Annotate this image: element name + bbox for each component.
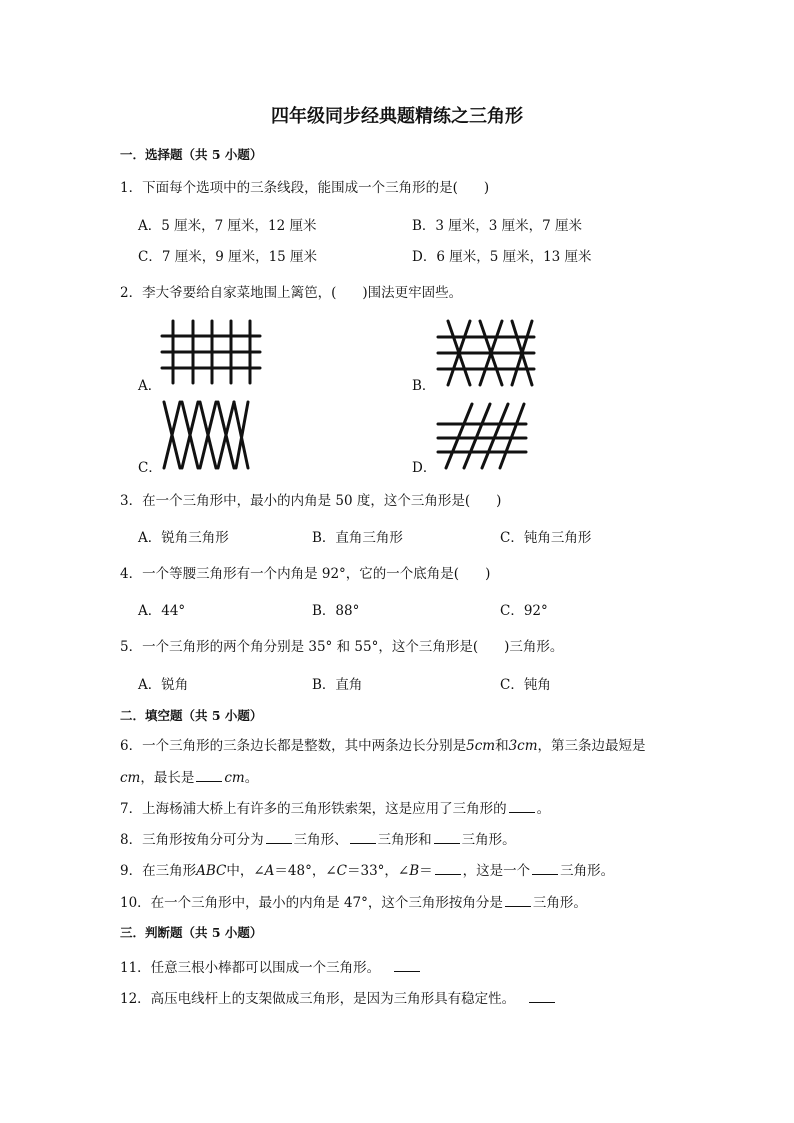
- q9-angle-a: A: [264, 863, 275, 879]
- q9-text-e: ＝: [419, 863, 433, 879]
- fence-x-rails-figure: [436, 319, 536, 387]
- q8-text-d: 三角形。: [461, 832, 516, 848]
- q9-text: 9．在三角形: [120, 863, 197, 879]
- question-1-stem: 1．下面每个选项中的三条线段，能围成一个三角形的是(: [120, 180, 458, 196]
- page-title: 四年级同步经典题精练之三角形: [271, 106, 523, 127]
- question-5: [120, 638, 563, 656]
- q8-text-b: 三角形、: [293, 832, 348, 848]
- question-8: [120, 830, 516, 849]
- answer-blank[interactable]: [350, 830, 376, 844]
- q9-text-d: ＝33°，∠: [347, 863, 410, 879]
- q2-option-a-label[interactable]: A．: [138, 378, 162, 394]
- question-4-stem: 4．一个等腰三角形有一个内角是 92°，它的一个底角是(: [120, 566, 460, 582]
- q9-text-c: ＝48°，∠: [274, 863, 337, 879]
- q6-value-2: 3: [508, 738, 518, 754]
- q10-text: 10．在一个三角形中，最小的内角是 47°，这个三角形按角分是: [120, 895, 503, 911]
- question-4-stem-end: ): [485, 566, 491, 582]
- question-1: [120, 179, 489, 197]
- q3-option-b[interactable]: B．直角三角形: [312, 530, 403, 546]
- q5-option-c[interactable]: C．钝角: [500, 677, 551, 693]
- question-3: [120, 492, 501, 510]
- question-3-stem: 3．在一个三角形中，最小的内角是 50 度，这个三角形是(: [120, 493, 471, 509]
- q6-unit-3: cm: [120, 770, 141, 786]
- q6-text-mid: 和: [495, 738, 509, 754]
- q12-text: 12．高压电线杆上的支架做成三角形，是因为三角形具有稳定性。: [120, 991, 516, 1007]
- question-3-stem-end: ): [496, 493, 502, 509]
- question-6-line2: [120, 768, 258, 787]
- q11-text: 11．任意三根小棒都可以围成一个三角形。: [120, 960, 381, 976]
- question-2-stem: 2．李大爷要给自家菜地围上篱笆，(: [120, 285, 337, 301]
- q5-option-a[interactable]: A．锐角: [138, 677, 189, 693]
- q1-option-c[interactable]: C．7 厘米，9 厘米，15 厘米: [138, 249, 318, 265]
- q6-unit-4: cm: [224, 770, 245, 786]
- question-2-stem-end: )围法更牢固些。: [362, 285, 463, 301]
- q6-value-1: 5: [466, 738, 475, 754]
- q2-option-d-label[interactable]: D．: [412, 460, 437, 476]
- answer-blank[interactable]: [529, 989, 555, 1003]
- fence-slant-figure: [436, 402, 528, 470]
- question-2: [120, 284, 462, 302]
- q2-option-c-label[interactable]: C．: [138, 460, 162, 476]
- answer-blank[interactable]: [532, 861, 558, 875]
- q7-text-end: 。: [536, 801, 551, 817]
- q5-option-b[interactable]: B．直角: [312, 677, 363, 693]
- answer-blank[interactable]: [505, 893, 531, 907]
- q8-text-c: 三角形和: [377, 832, 432, 848]
- question-9: [120, 861, 614, 880]
- q9-text-f: ，这是一个: [462, 863, 531, 879]
- q3-option-a[interactable]: A．锐角三角形: [138, 530, 229, 546]
- q4-option-a[interactable]: A．44°: [138, 603, 186, 619]
- q9-triangle-name: ABC: [196, 863, 227, 879]
- answer-blank[interactable]: [394, 958, 420, 972]
- answer-blank[interactable]: [266, 830, 292, 844]
- question-1-stem-end: ): [483, 180, 490, 196]
- q9-angle-c: C: [336, 863, 347, 879]
- q8-text: 8．三角形按角分可分为: [120, 832, 264, 848]
- answer-blank[interactable]: [435, 861, 461, 875]
- section-heading-judge: 三．判断题（共 5 小题）: [120, 925, 263, 940]
- question-11: [120, 958, 422, 977]
- q1-option-a[interactable]: A．5 厘米，7 厘米，12 厘米: [138, 218, 317, 234]
- question-5-stem: 5．一个三角形的两个角分别是 35° 和 55°，这个三角形是(: [120, 639, 479, 655]
- question-10: [120, 893, 587, 912]
- q6-text-end: ，第三条边最短是: [537, 738, 646, 754]
- q4-option-c[interactable]: C．92°: [500, 603, 548, 619]
- q6-unit-2: cm: [517, 738, 538, 754]
- q6-text-2-end: 。: [244, 770, 259, 786]
- q3-option-c[interactable]: C．钝角三角形: [500, 530, 592, 546]
- question-5-stem-end: )三角形。: [504, 639, 564, 655]
- q10-text-end: 三角形。: [532, 895, 587, 911]
- question-4: [120, 565, 490, 583]
- section-heading-choice: 一．选择题（共 5 小题）: [120, 147, 263, 162]
- section-heading-fill: 二．填空题（共 5 小题）: [120, 708, 263, 723]
- q6-text: 6．一个三角形的三条边长都是整数，其中两条边长分别是: [120, 738, 467, 754]
- q9-text-b: 中，∠: [226, 863, 265, 879]
- question-7: [120, 799, 550, 818]
- q4-option-b[interactable]: B．88°: [312, 603, 360, 619]
- fence-grid-figure: [160, 319, 264, 385]
- q1-option-d[interactable]: D．6 厘米，5 厘米，13 厘米: [412, 249, 592, 265]
- answer-blank[interactable]: [196, 768, 222, 782]
- q6-text-2: ，最长是: [140, 770, 195, 786]
- q7-text: 7．上海杨浦大桥上有许多的三角形铁索架，这是应用了三角形的: [120, 801, 507, 817]
- answer-blank[interactable]: [509, 799, 535, 813]
- fence-zigzag-figure: [160, 400, 252, 470]
- question-6-line1: [120, 737, 646, 755]
- q6-unit-1: cm: [474, 738, 496, 754]
- answer-blank[interactable]: [434, 830, 460, 844]
- q9-angle-b: B: [409, 863, 420, 879]
- q1-option-b[interactable]: B．3 厘米，3 厘米，7 厘米: [412, 218, 583, 234]
- q2-option-b-label[interactable]: B．: [412, 378, 436, 394]
- q9-text-g: 三角形。: [560, 863, 615, 879]
- question-12: [120, 989, 557, 1008]
